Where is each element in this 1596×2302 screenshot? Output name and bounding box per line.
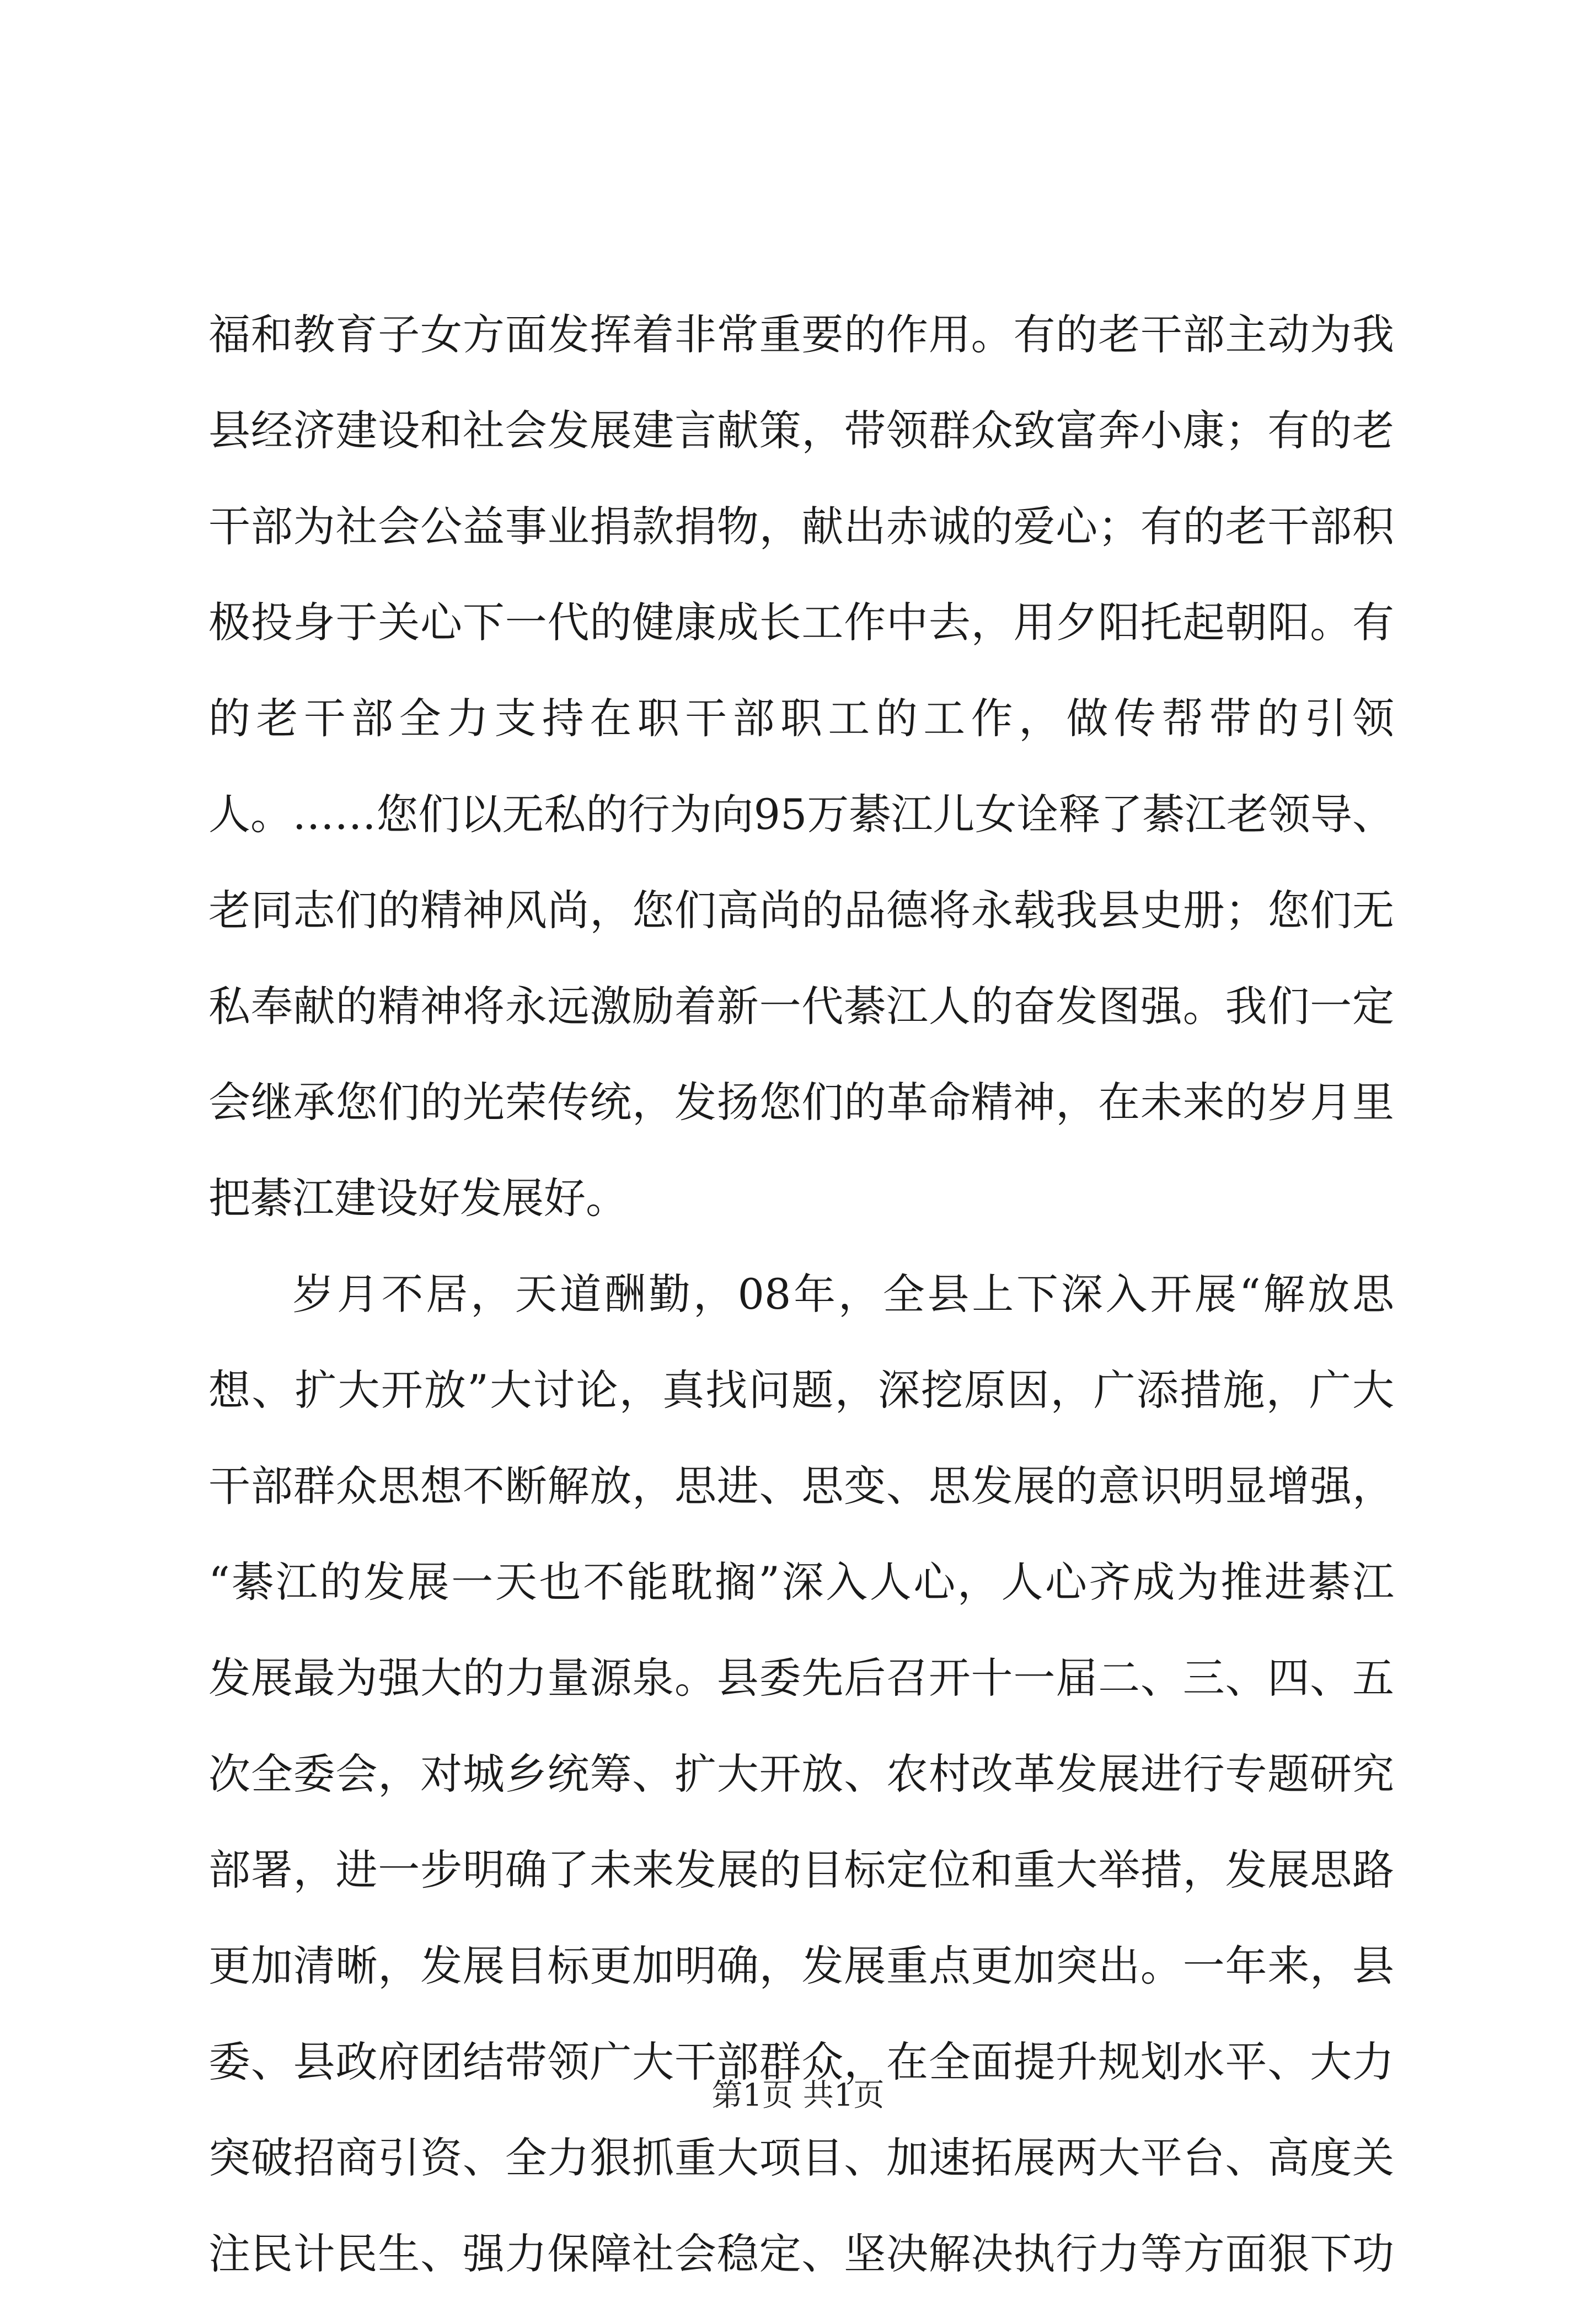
- page-footer: [0, 2074, 1596, 2118]
- text-line: 更加清晰，发展目标更加明确，发展重点更加突出。一年来，县: [208, 1941, 1394, 1990]
- text-line: 突破招商引资、全力狠抓重大项目、加速拓展两大平台、高度关: [208, 2133, 1394, 2182]
- text-line: 人。……您们以无私的行为向95万綦江儿女诠释了綦江老领导、: [208, 790, 1394, 839]
- text-line: 的老干部全力支持在职干部职工的工作，做传帮带的引领: [208, 694, 1394, 743]
- text-line: 老同志们的精神风尚，您们高尚的品德将永载我县史册；您们无: [208, 886, 1394, 935]
- body-text: [208, 287, 1394, 2302]
- text-line: 部署，进一步明确了未来发展的目标定位和重大举措，发展思路: [208, 1845, 1394, 1894]
- paragraph-1: [208, 287, 1394, 1246]
- paragraph-2: [208, 1246, 1394, 2302]
- text-line: 发展最为强大的力量源泉。县委先后召开十一届二、三、四、五: [208, 1653, 1394, 1703]
- text-line: 岁月不居，天道酬勤，08年，全县上下深入开展“解放思: [292, 1270, 1394, 1319]
- text-line: 私奉献的精神将永远激励着新一代綦江人的奋发图强。我们一定: [208, 982, 1394, 1031]
- text-line: 委、县政府团结带领广大干部群众，在全面提升规划水平、大力: [208, 2037, 1394, 2086]
- text-line: 福和教育子女方面发挥着非常重要的作用。有的老干部主动为我: [208, 310, 1394, 359]
- text-line: 干部群众思想不断解放，思进、思变、思发展的意识明显增强，: [208, 1461, 1394, 1511]
- text-line: 把綦江建设好发展好。: [208, 1174, 628, 1223]
- text-line: 注民计民生、强力保障社会稳定、坚决解决执行力等方面狠下功: [208, 2229, 1394, 2278]
- text-line: 县经济建设和社会发展建言献策，带领群众致富奔小康；有的老: [208, 406, 1394, 455]
- text-line: 极投身于关心下一代的健康成长工作中去，用夕阳托起朝阳。有: [208, 598, 1394, 647]
- page-number-label: 第1页 共1页: [711, 2078, 885, 2113]
- text-line: 想、扩大开放”大讨论，真找问题，深挖原因，广添措施，广大: [208, 1366, 1394, 1415]
- text-line: “綦江的发展一天也不能耽搁”深入人心，人心齐成为推进綦江: [208, 1557, 1394, 1607]
- text-line: 次全委会，对城乡统筹、扩大开放、农村改革发展进行专题研究: [208, 1749, 1394, 1798]
- text-line: 干部为社会公益事业捐款捐物，献出赤诚的爱心；有的老干部积: [208, 502, 1394, 551]
- text-line: 会继承您们的光荣传统，发扬您们的革命精神，在未来的岁月里: [208, 1078, 1394, 1127]
